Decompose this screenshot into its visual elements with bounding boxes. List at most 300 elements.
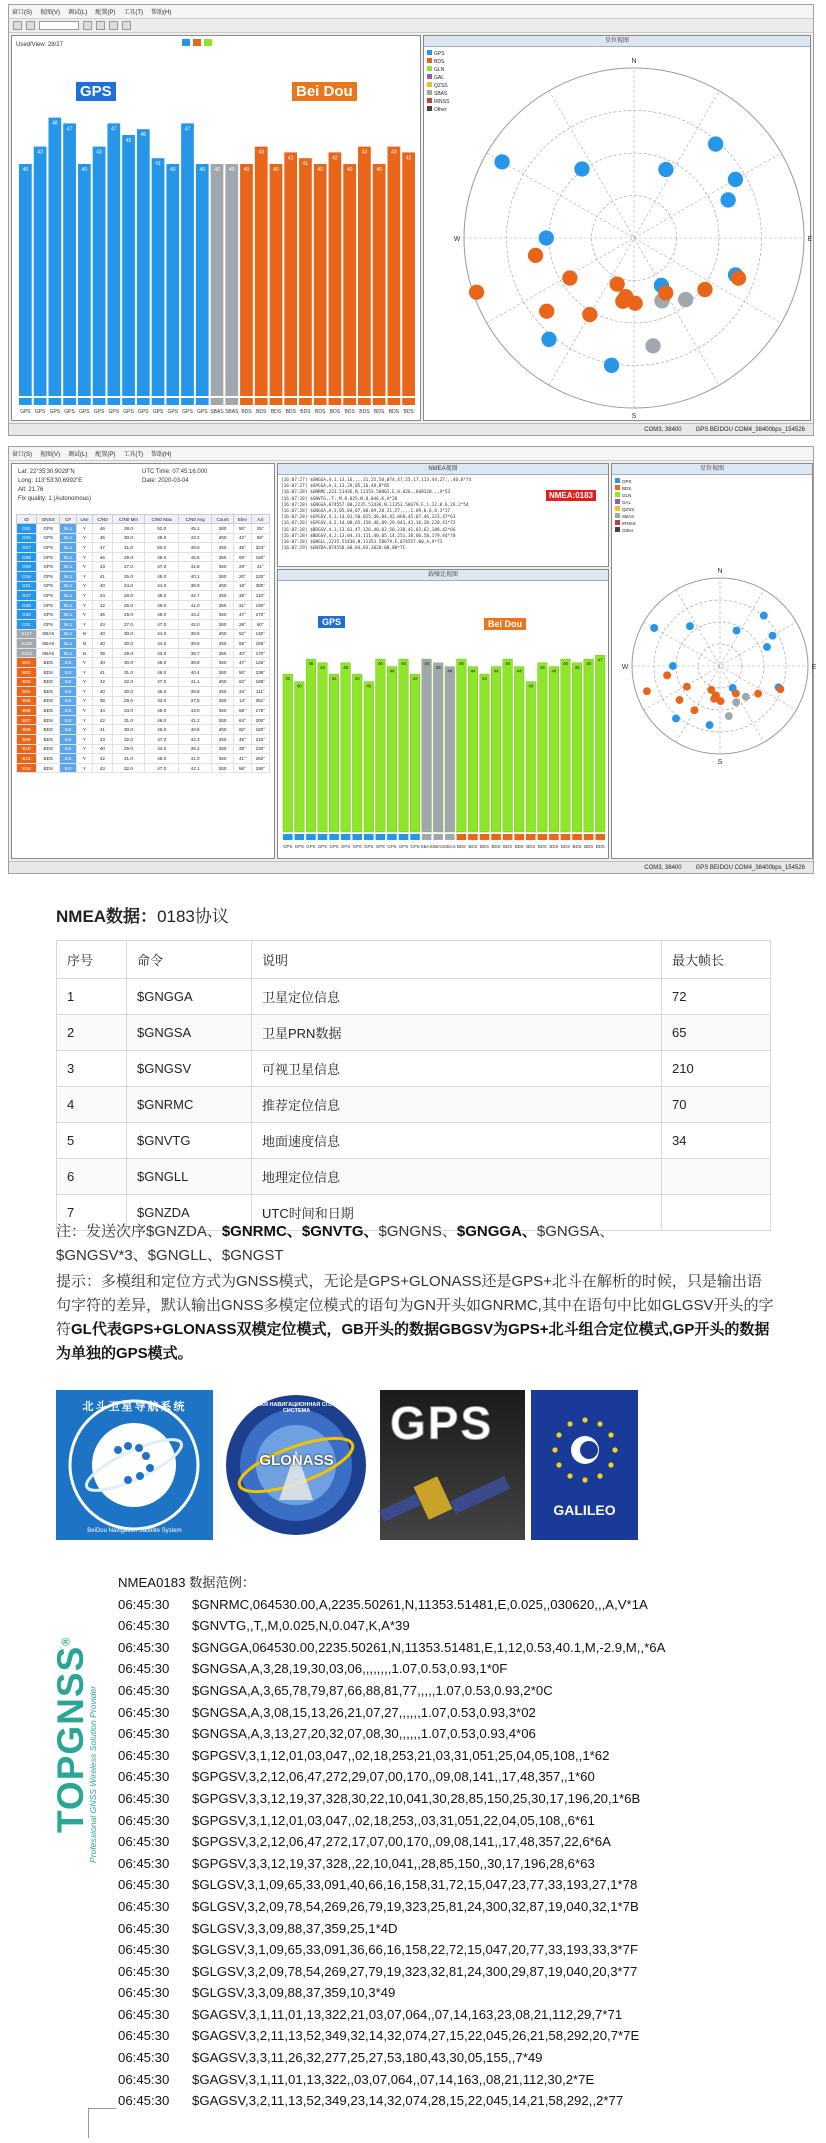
snr-value-label: 40: [22, 167, 29, 173]
table-cell: 34: [662, 1123, 771, 1159]
direction-label: W: [621, 664, 629, 671]
satellite-marker[interactable]: [707, 686, 715, 694]
table-cell: 42: [93, 677, 113, 687]
snr-bar[interactable]: [122, 135, 135, 396]
table-row[interactable]: [17, 533, 270, 543]
menu-item[interactable]: 工具(T): [123, 452, 144, 458]
snr-bar[interactable]: [433, 663, 443, 832]
snr-bar[interactable]: [514, 667, 524, 832]
table-row[interactable]: [17, 696, 270, 706]
table-cell: 4: [57, 1087, 127, 1123]
snr-value-label: 47: [66, 126, 73, 133]
snr-bar[interactable]: [561, 659, 571, 832]
table-cell: 29.0: [112, 648, 144, 658]
table-cell: 260: [211, 754, 233, 764]
menu-item[interactable]: 视图(V): [40, 10, 60, 16]
snr-bar[interactable]: [284, 152, 297, 396]
satellite-marker[interactable]: [721, 192, 736, 207]
eu-star-icon: [582, 1417, 587, 1422]
table-row[interactable]: [17, 735, 270, 745]
satellite-marker[interactable]: [669, 662, 677, 670]
snr-value-label: 40: [376, 167, 382, 173]
table-cell: BL1: [60, 591, 76, 601]
table-cell: 46.0: [179, 543, 212, 553]
table-cell: 46.0: [145, 600, 179, 610]
snr-bar[interactable]: [402, 152, 415, 396]
snr-bar[interactable]: [166, 164, 179, 396]
sat-id-chip: [19, 398, 32, 405]
table-cell: [662, 1159, 771, 1195]
satellite-marker[interactable]: [663, 671, 671, 679]
table-row[interactable]: [17, 610, 270, 620]
snr-bar[interactable]: [329, 674, 339, 832]
snr-value-label: 43: [96, 149, 102, 156]
col-header: Elev: [234, 515, 251, 524]
snr-value-label: 46: [586, 661, 592, 667]
satellite-marker[interactable]: [728, 172, 743, 187]
snr-value-label: 42: [285, 676, 291, 682]
table-cell: 270°: [251, 610, 269, 620]
snr-value-label: 46: [424, 661, 430, 667]
snr-bar[interactable]: [255, 147, 268, 396]
sat-id-chip: [595, 834, 605, 840]
snr-bar[interactable]: [376, 659, 386, 832]
snr-bar[interactable]: [314, 164, 327, 396]
satellite-marker[interactable]: [676, 696, 684, 704]
table-cell: 260: [211, 648, 233, 658]
table-cell: 38.9: [179, 581, 212, 591]
satellite-marker[interactable]: [708, 136, 723, 151]
snr-bar[interactable]: [572, 663, 582, 832]
menu-item[interactable]: 窗口(S): [12, 10, 32, 16]
sat-id-chip: [306, 834, 316, 840]
satellite-marker[interactable]: [769, 632, 777, 640]
sample-time: 06:45:30: [118, 1769, 170, 1785]
snr-value-label: 46: [505, 661, 511, 667]
snr-bar[interactable]: [410, 674, 420, 832]
sample-line: [118, 1766, 665, 1788]
satellite-marker[interactable]: [732, 689, 740, 697]
menu-item[interactable]: 帮助(H): [151, 10, 172, 16]
bar-constellation-label: GPS: [49, 409, 61, 415]
table-row[interactable]: [17, 524, 270, 534]
snr-bar[interactable]: [318, 663, 328, 832]
sample-sentence: $GNRMC,064530.00,A,2235.50261,N,11353.51481,E,0.025,,030620,,,A,V*1A: [192, 1596, 648, 1612]
table-row[interactable]: [17, 687, 270, 697]
satellite-marker[interactable]: [697, 282, 712, 297]
menu-item[interactable]: 工具(T): [123, 10, 144, 16]
snr-bar[interactable]: [595, 655, 605, 832]
col-header: Use: [76, 515, 92, 524]
table-cell: 44.0: [145, 744, 179, 754]
satellite-marker[interactable]: [683, 683, 691, 691]
table-cell: 40: [93, 687, 113, 697]
table-cell: Y: [76, 687, 92, 697]
snr-bar[interactable]: [270, 164, 283, 396]
satellite-marker[interactable]: [733, 627, 741, 635]
table-cell: BL1: [60, 524, 76, 534]
table-row[interactable]: [17, 543, 270, 553]
satellite-marker[interactable]: [706, 721, 714, 729]
satellite-marker[interactable]: [494, 154, 509, 169]
table-cell: 39.5: [179, 639, 212, 649]
snr-value-label: 43: [361, 149, 368, 156]
satellite-marker[interactable]: [672, 714, 680, 722]
table-row[interactable]: [17, 581, 270, 591]
snr-bar[interactable]: [107, 123, 120, 396]
table-cell: 45.0: [145, 571, 179, 581]
open-icon[interactable]: [13, 21, 22, 30]
table-cell: 47.0: [145, 562, 179, 572]
table-cell: 260: [211, 706, 233, 716]
menu-item[interactable]: 帮助(H): [151, 452, 172, 458]
bar-constellation-label: BDS: [403, 409, 414, 415]
sample-time: 06:45:30: [118, 1661, 170, 1677]
bar-constellation-label: BDS: [241, 409, 252, 415]
satellite-marker[interactable]: [742, 693, 750, 701]
sample-sentence: $GNGSA,A,3,65,78,79,87,66,88,81,77,,,,,1.07,0.53,0.93,2*0C: [192, 1682, 553, 1698]
bar-constellation-label: BDS: [315, 409, 326, 415]
table-cell: Y: [76, 754, 92, 764]
snr-bar[interactable]: [399, 659, 409, 832]
save-icon[interactable]: [26, 21, 35, 30]
snr-bar[interactable]: [306, 659, 316, 832]
satellite-marker[interactable]: [725, 712, 733, 720]
snr-value-label: 44: [389, 668, 395, 674]
satellite-marker[interactable]: [691, 706, 699, 714]
menu-item[interactable]: 视图(V): [40, 452, 60, 458]
table-cell: 260: [211, 610, 233, 620]
snr-bar[interactable]: [196, 164, 209, 396]
table-row[interactable]: [17, 600, 270, 610]
table-cell: 29.0: [112, 744, 144, 754]
snr-value-label: 46: [401, 661, 406, 667]
table-row[interactable]: [17, 754, 270, 764]
satellite-marker[interactable]: [539, 304, 554, 319]
snr-bar[interactable]: [78, 164, 91, 396]
table-cell: BL1: [60, 552, 76, 562]
gnss-logos-row: [56, 1390, 638, 1540]
table-cell: 47.0: [145, 763, 179, 773]
table-cell: 41.0: [179, 600, 212, 610]
bar-constellation-label: GPS: [182, 409, 193, 415]
satellite-marker[interactable]: [615, 294, 630, 309]
table-row[interactable]: [17, 715, 270, 725]
toolbar: [9, 19, 813, 33]
snr-bar[interactable]: [295, 682, 305, 832]
satellite-marker[interactable]: [643, 687, 651, 695]
sample-time: 06:45:30: [118, 1942, 170, 1958]
eu-star-icon: [582, 1477, 587, 1482]
sample-sentence: $GNVTG,,T,,M,0.025,N,0.047,K,A*39: [192, 1618, 410, 1634]
bar-constellation-label: GPS: [283, 844, 293, 849]
table-row[interactable]: [17, 667, 270, 677]
glonass-logo: [219, 1390, 374, 1540]
snr-bar[interactable]: [63, 123, 76, 396]
satellite-marker[interactable]: [658, 162, 673, 177]
table-row[interactable]: [17, 552, 270, 562]
table-cell: 30.0: [112, 629, 144, 639]
table-row[interactable]: [17, 677, 270, 687]
sample-time: 06:45:30: [118, 1812, 170, 1828]
sat-id-chip: [329, 834, 339, 840]
table-cell: 28.0: [112, 524, 144, 534]
satellite-marker[interactable]: [541, 332, 556, 347]
snr-bar[interactable]: [181, 123, 194, 396]
snr-bar[interactable]: [299, 158, 312, 396]
stop-icon[interactable]: [109, 21, 118, 30]
direction-label: E: [811, 664, 817, 671]
satellite-marker[interactable]: [686, 622, 694, 630]
port-select[interactable]: [39, 21, 79, 30]
satellite-marker[interactable]: [754, 690, 762, 698]
satellite-marker[interactable]: [645, 338, 660, 353]
table-cell: 43: [93, 619, 113, 629]
table-cell: 300°: [251, 581, 269, 591]
table-row[interactable]: [17, 706, 270, 716]
satellite-marker[interactable]: [710, 695, 718, 703]
nmea-log-line: [16:07:28] $GNGSA,A,3,05,04,07,08,09,28,31,27,,,,1.09,0.6,0.3*17: [281, 509, 451, 515]
snr-bar[interactable]: [137, 129, 150, 396]
table-cell: Y: [76, 562, 92, 572]
snr-bar[interactable]: [240, 164, 253, 396]
sat-id-chip: [343, 398, 356, 405]
sample-line: [118, 2047, 665, 2069]
satellite-marker[interactable]: [650, 624, 658, 632]
legend-label: GAL: [622, 500, 632, 505]
table-cell: 41: [93, 725, 113, 735]
table-cell: G04: [17, 533, 37, 543]
snr-value-label: 45: [574, 664, 580, 670]
table-cell: 地面速度信息: [252, 1123, 662, 1159]
nmea-log-line: [16:07:28] $BDGSV,4,2,13,04,33,111,40,05,14,251,38,06,58,179,44*70: [281, 533, 456, 539]
table-cell: 260: [211, 619, 233, 629]
table-cell: 41.8: [179, 562, 212, 572]
snr-bar[interactable]: [152, 158, 165, 396]
cn0-view-pane: [277, 569, 609, 859]
satellite-marker[interactable]: [610, 276, 625, 291]
snr-bar[interactable]: [93, 147, 106, 396]
snr-bar[interactable]: [19, 164, 32, 396]
satellite-marker[interactable]: [760, 612, 768, 620]
table-row[interactable]: [17, 725, 270, 735]
sample-line: [118, 1745, 665, 1767]
snr-bar[interactable]: [364, 682, 374, 832]
sat-id-chip: [538, 834, 548, 840]
table-cell: B1I: [60, 677, 76, 687]
table-cell: 18°: [234, 581, 251, 591]
col-header: ID: [17, 515, 37, 524]
table-header-row: [57, 941, 771, 979]
snr-value-label: 46: [563, 661, 568, 667]
nmea-view-title: NMEA视图: [278, 464, 608, 475]
snr-bar[interactable]: [358, 147, 371, 396]
menu-item[interactable]: 窗口(S): [12, 452, 32, 458]
snr-bar[interactable]: [341, 663, 351, 832]
table-cell: B1I: [60, 687, 76, 697]
snr-bar[interactable]: [549, 667, 559, 832]
satellite-marker[interactable]: [582, 307, 597, 322]
table-cell: 65: [662, 1015, 771, 1051]
satellite-marker[interactable]: [658, 285, 673, 300]
table-cell: 260: [211, 533, 233, 543]
time-info: [142, 468, 207, 486]
bar-constellation-label: BDS: [479, 844, 490, 849]
sat-id-chip: [240, 398, 253, 405]
sat-id-chip: [457, 834, 467, 840]
table-row[interactable]: [17, 744, 270, 754]
table-cell: 260: [211, 725, 233, 735]
table-row[interactable]: [17, 763, 270, 773]
satellite-marker[interactable]: [763, 643, 771, 651]
menu-item[interactable]: 配置(P): [95, 10, 116, 16]
snr-bar[interactable]: [503, 659, 513, 832]
table-cell: 39: [93, 648, 113, 658]
snr-value-label: 40: [366, 683, 372, 689]
table-cell: 31.0: [112, 543, 144, 553]
table-row[interactable]: [17, 571, 270, 581]
snr-bar[interactable]: [387, 667, 397, 832]
sat-id-chip: [480, 834, 490, 840]
table-cell: 40: [93, 581, 113, 591]
table-cell: N: [76, 629, 92, 639]
table-cell: 44: [93, 706, 113, 716]
snr-bar[interactable]: [468, 667, 478, 832]
table-row[interactable]: [17, 658, 270, 668]
snr-value-label: 47: [597, 657, 603, 663]
legend-label: QZSS: [622, 507, 635, 512]
table-cell: B13: [17, 754, 37, 764]
sat-id-chip: [341, 834, 351, 840]
table-cell: $GNGGA: [127, 979, 252, 1015]
legend-label: BDS: [622, 486, 632, 491]
snr-value-label: 40: [228, 167, 235, 173]
snr-bar[interactable]: [211, 164, 224, 396]
sat-id-chip: [433, 834, 443, 840]
sat-id-chip: [549, 834, 559, 840]
table-cell: Y: [76, 619, 92, 629]
bar-constellation-label: GPS: [317, 844, 328, 849]
galileo-logo: [531, 1390, 638, 1540]
snr-value-label: 45: [125, 138, 132, 144]
legend-label: GLN: [434, 67, 445, 73]
snr-bar[interactable]: [526, 682, 536, 832]
table-cell: BL1: [60, 610, 76, 620]
table-cell: 43.0: [145, 648, 179, 658]
table-cell: 42.1: [179, 763, 212, 773]
connect-icon[interactable]: [83, 21, 92, 30]
table-row[interactable]: [17, 629, 270, 639]
snr-bar[interactable]: [388, 147, 401, 396]
sat-id-chip: [211, 398, 224, 405]
satellite-marker[interactable]: [604, 358, 619, 373]
table-row[interactable]: [17, 562, 270, 572]
satellite-marker[interactable]: [574, 161, 589, 176]
snr-bar[interactable]: [329, 152, 342, 396]
snr-value-label: 46: [458, 661, 464, 667]
legend-label: Other: [622, 528, 634, 533]
table-cell: 150°: [251, 552, 269, 562]
table-cell: 43: [93, 763, 113, 773]
snr-bar[interactable]: [445, 667, 455, 832]
satellite-marker[interactable]: [562, 270, 577, 285]
snr-bar[interactable]: [457, 659, 467, 832]
snr-bar[interactable]: [343, 164, 356, 396]
table-row[interactable]: [17, 619, 270, 629]
menu-item[interactable]: 配置(P): [95, 452, 116, 458]
satellite-marker[interactable]: [776, 685, 784, 693]
table-cell: 38.7: [179, 648, 212, 658]
table-cell: 42: [93, 715, 113, 725]
altitude: Alt: 21.76: [18, 487, 44, 493]
table-cell: 31.0: [112, 715, 144, 725]
satellite-marker[interactable]: [469, 285, 484, 300]
snr-bar[interactable]: [538, 663, 548, 832]
table-cell: BDS: [37, 677, 60, 687]
table-row[interactable]: [17, 591, 270, 601]
sample-line: [118, 1982, 665, 2004]
snr-bar[interactable]: [422, 659, 432, 832]
snr-bar[interactable]: [584, 659, 594, 832]
menu-item[interactable]: 调试(L): [68, 452, 88, 458]
sat-id-chip: [358, 398, 371, 405]
snr-bar[interactable]: [34, 147, 47, 396]
menu-item[interactable]: 调试(L): [68, 10, 88, 16]
table-row[interactable]: [17, 648, 270, 658]
table-cell: B08: [17, 725, 37, 735]
bar-constellation-label: BDS: [468, 844, 478, 849]
snr-value-label: 45: [320, 664, 325, 670]
table-cell: 50.0: [145, 543, 179, 553]
snr-value-label: 40: [169, 167, 176, 173]
satellite-marker[interactable]: [528, 248, 543, 263]
nmea-log-line: [16:07:27] $GPGSA,A,3,13,29,05,16,48,8*85: [281, 484, 390, 490]
snr-bar[interactable]: [352, 674, 362, 832]
gps-satellite-icon: [380, 1390, 525, 1540]
table-cell: 40.1: [179, 571, 212, 581]
col-header: GNSS: [37, 515, 60, 524]
snr-bar[interactable]: [283, 674, 293, 832]
table-cell: 72: [662, 979, 771, 1015]
snr-bar[interactable]: [48, 118, 61, 396]
play-icon[interactable]: [96, 21, 105, 30]
bar-constellation-label: GPS: [64, 409, 75, 415]
snr-bar[interactable]: [373, 164, 386, 396]
sample-line: [118, 1918, 665, 1940]
screenshot-1-gnss-viewer: [8, 4, 814, 436]
satellite-marker[interactable]: [539, 230, 554, 245]
satellite-marker[interactable]: [731, 270, 746, 285]
satellite-marker[interactable]: [732, 698, 740, 706]
table-cell: 55°: [234, 639, 251, 649]
legend-label: IRNSS: [622, 521, 636, 526]
snr-bar[interactable]: [225, 164, 238, 396]
sample-time: 06:45:30: [118, 1639, 170, 1655]
table-row: [57, 979, 771, 1015]
snr-value-label: 42: [412, 676, 418, 682]
table-cell: 47.0: [145, 735, 179, 745]
sample-line: [118, 2090, 665, 2112]
bar-constellation-label: GPS: [167, 409, 179, 415]
snr-bar[interactable]: [491, 667, 501, 832]
date: Date: 2020-03-04: [142, 478, 189, 484]
snr-bar[interactable]: [480, 674, 490, 832]
satellite-marker[interactable]: [678, 292, 693, 307]
settings-icon[interactable]: [122, 21, 131, 30]
snr-value-label: 42: [287, 155, 294, 162]
bar-constellation-label: GPS: [387, 844, 397, 849]
table-row[interactable]: [17, 639, 270, 649]
